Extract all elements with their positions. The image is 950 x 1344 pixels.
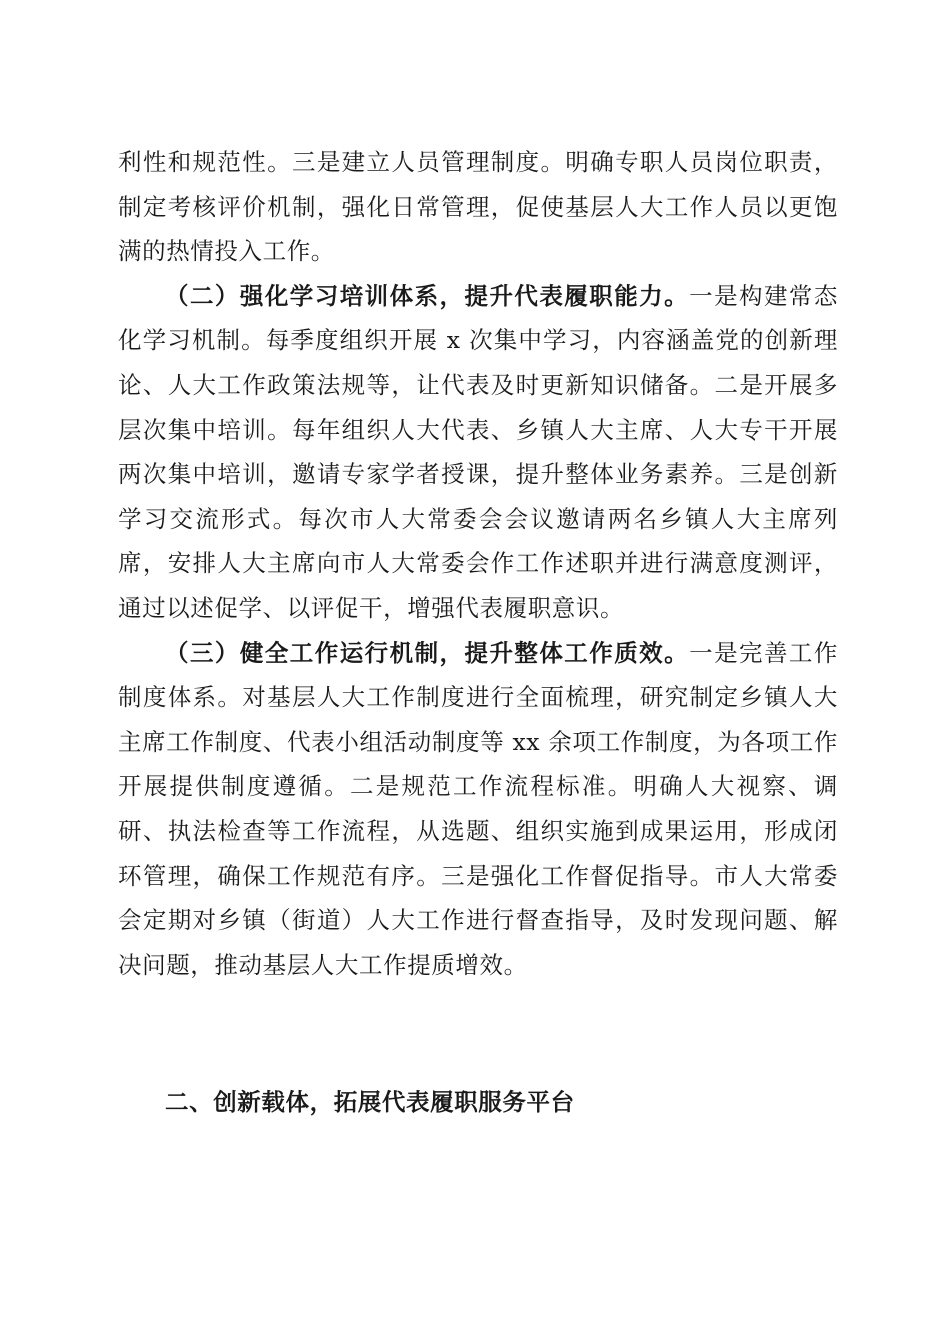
document-body	[118, 140, 838, 987]
paragraph-text: 一是完善工作制度体系。对基层人大工作制度进行全面梳理，研究制定乡镇人大主席工作制度、代表小组活动制度等 xx 余项工作制度，为各项工作开展提供制度遵循。二是规范工作流程标准。明确人大视察、调研、执法检查等工作流程，从选题、组织实施到成果运用，形成闭环管理，确保工作规范有序。三是强化工作督促指导。市人大常委会定期对乡镇（街道）人大工作进行督查指导，及时发现问题、解决问题，推动基层人大工作提质增效。	[118, 638, 838, 979]
paragraph-work-mechanism	[118, 631, 838, 988]
section-heading: 二、创新载体，拓展代表履职服务平台	[165, 1088, 575, 1116]
paragraph-continuation	[118, 140, 838, 274]
paragraph-text: 利性和规范性。三是建立人员管理制度。明确专职人员岗位职责，制定考核评价机制，强化日常管理，促使基层人大工作人员以更饱满的热情投入工作。	[118, 148, 838, 266]
paragraph-lead-heading: （三）健全工作运行机制，提升整体工作质效。	[165, 638, 690, 667]
paragraph-learning-training	[118, 274, 838, 631]
paragraph-text: 一是构建常态化学习机制。每季度组织开展 x 次集中学习，内容涵盖党的创新理论、人大工作政策法规等，让代表及时更新知识储备。二是开展多层次集中培训。每年组织人大代表、乡镇人大主席、人大专干开展两次集中培训，邀请专家学者授课，提升整体业务素养。三是创新学习交流形式。每次市人大常委会会议邀请两名乡镇人大主席列席，安排人大主席向市人大常委会作工作述职并进行满意度测评，通过以述促学、以评促干，增强代表履职意识。	[118, 281, 838, 622]
paragraph-lead-heading: （二）强化学习培训体系，提升代表履职能力。	[165, 281, 690, 310]
